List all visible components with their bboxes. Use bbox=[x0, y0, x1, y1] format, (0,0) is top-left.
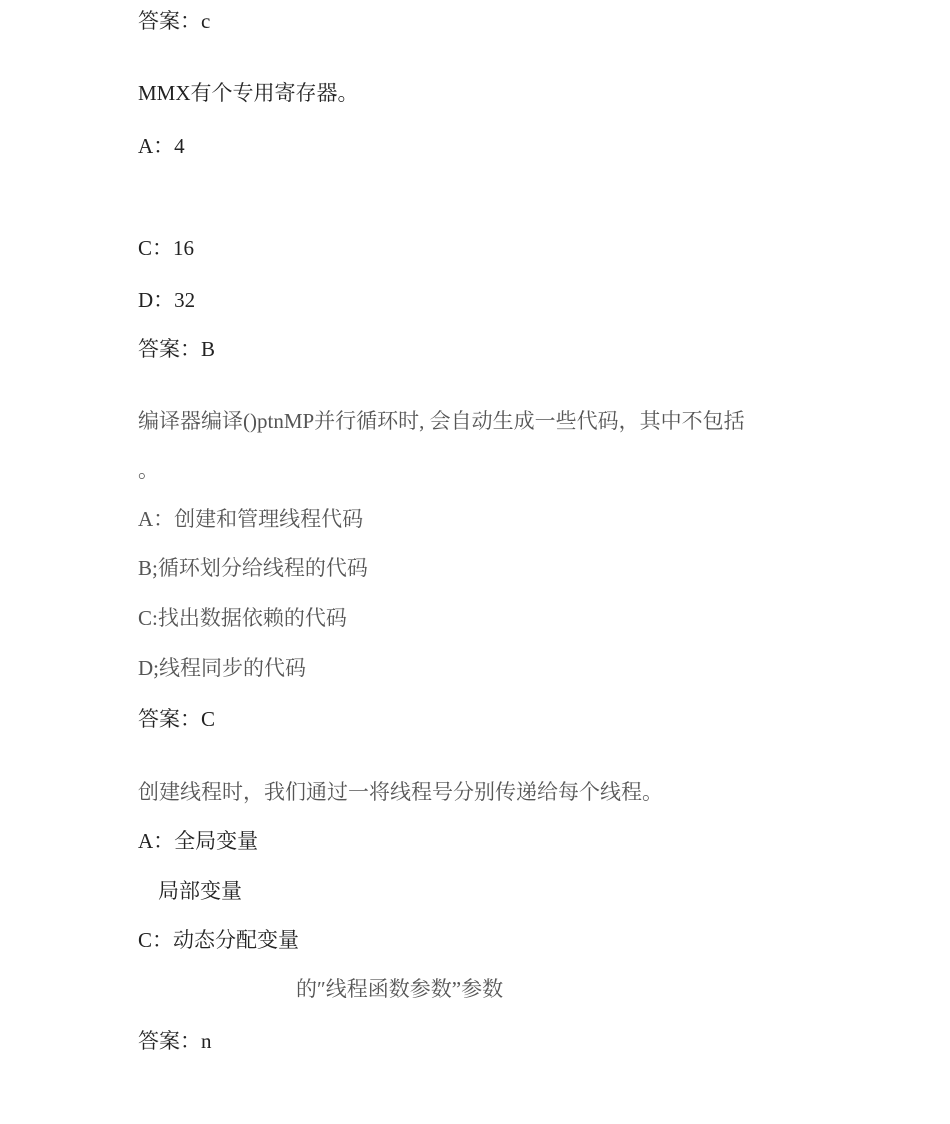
answer-line: 答案：C bbox=[138, 707, 216, 731]
option-a: A：4 bbox=[138, 134, 185, 158]
option-b: 局部变量 bbox=[158, 879, 242, 903]
answer-line: 答案：B bbox=[138, 337, 216, 361]
option-c: C：动态分配变量 bbox=[138, 928, 300, 952]
answer-line: 答案：n bbox=[138, 1029, 212, 1053]
option-b: B;循环划分给线程的代码 bbox=[138, 556, 368, 580]
question-stem-continuation: 。 bbox=[138, 458, 159, 482]
question-stem: MMX有个专用寄存器。 bbox=[138, 81, 359, 105]
option-d: D;线程同步的代码 bbox=[138, 656, 306, 680]
question-stem: 编译器编译()ptnMP并行循环时, 会自动生成一些代码，其中不包括 bbox=[138, 409, 745, 433]
option-a: A：创建和管理线程代码 bbox=[138, 507, 364, 531]
answer-line: 答案：c bbox=[138, 9, 211, 33]
option-d: 的″线程函数参数”参数 bbox=[296, 977, 504, 1001]
option-d: D：32 bbox=[138, 288, 196, 312]
question-stem: 创建线程时，我们通过一将线程号分别传递给每个线程。 bbox=[138, 780, 663, 804]
option-a: A：全局变量 bbox=[138, 829, 259, 853]
option-c: C：16 bbox=[138, 236, 195, 260]
option-c: C:找出数据依赖的代码 bbox=[138, 606, 347, 630]
